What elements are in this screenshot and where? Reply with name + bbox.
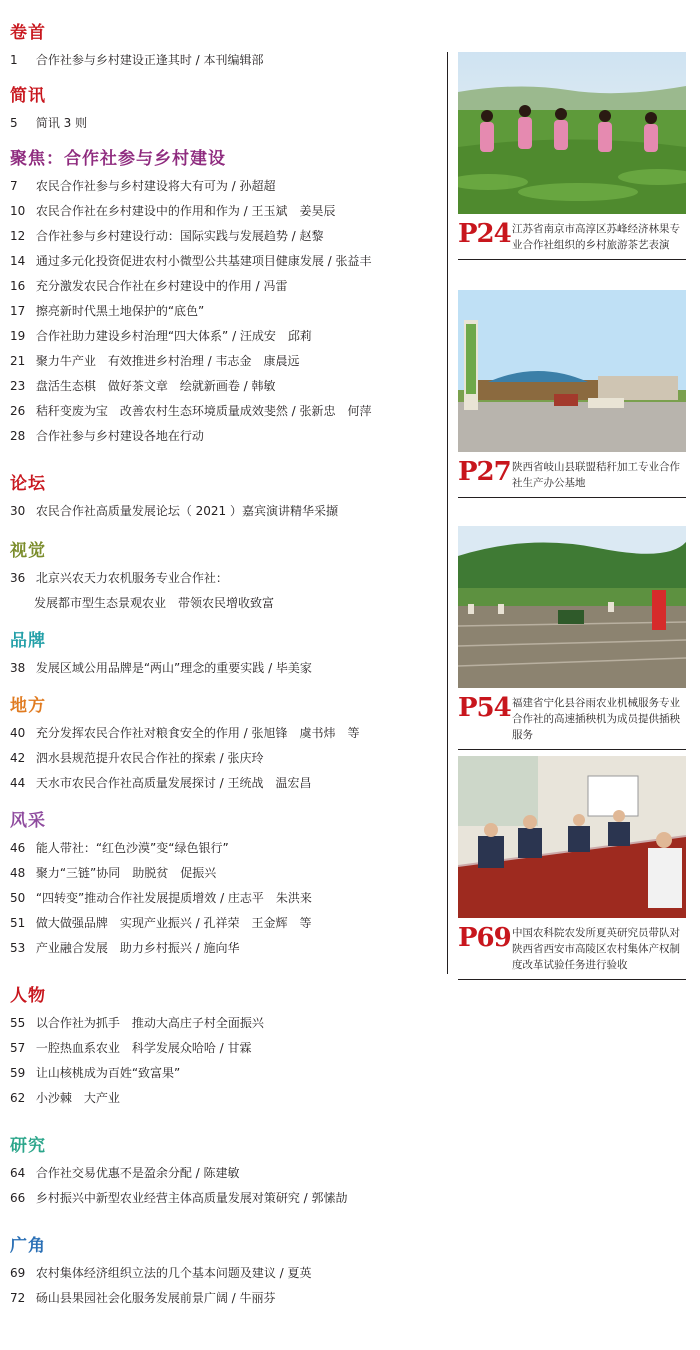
entry-page: 59: [10, 1066, 26, 1080]
toc-entry[interactable]: [10, 274, 440, 299]
entry-text: 农民合作社在乡村建设中的作用和作为 / 王玉斌 姜昊辰: [35, 204, 336, 218]
toc-entry[interactable]: [10, 249, 440, 274]
entry-text: 农村集体经济组织立法的几个基本问题及建议 / 夏英: [35, 1266, 312, 1280]
feature-page-number: P54: [458, 693, 511, 723]
entry-text: 秸秆变废为宝 改善农村生态环境质量成效斐然 / 张新忠 何萍: [35, 404, 372, 418]
entry-page: 69: [10, 1266, 26, 1280]
toc-entry[interactable]: [10, 399, 440, 424]
tea-garden-photo: [458, 52, 686, 214]
entry-text: 擦亮新时代黑土地保护的“底色”: [35, 304, 205, 318]
toc-entry[interactable]: [10, 1286, 440, 1311]
entry-text: 简讯 3 则: [35, 116, 88, 130]
entry-text: 合作社助力建设乡村治理“四大体系” / 汪成安 邱莉: [35, 329, 312, 343]
toc-entry[interactable]: [10, 1186, 440, 1211]
entry-page: 55: [10, 1016, 26, 1030]
entry-page: 19: [10, 329, 26, 343]
section-jianxun: [10, 85, 440, 136]
section-title: 卷首: [10, 23, 46, 43]
office-base-photo: [458, 290, 686, 452]
section-difang: [10, 695, 440, 796]
entry-page: 42: [10, 751, 26, 765]
entry-page: 7: [10, 179, 18, 193]
entry-page: 53: [10, 941, 26, 955]
toc-entry[interactable]: [10, 424, 440, 449]
toc-entry[interactable]: [10, 174, 440, 199]
toc-entry[interactable]: [10, 1061, 440, 1086]
toc-entry[interactable]: [10, 324, 440, 349]
feature-page-number: P69: [458, 923, 511, 953]
rice-transplanter-photo: [458, 526, 686, 688]
entry-text: 小沙棘 大产业: [35, 1091, 120, 1105]
toc-entry[interactable]: [10, 911, 440, 936]
entry-page: 62: [10, 1091, 26, 1105]
entry-text: “四转变”推动合作社发展提质增效 / 庄志平 朱洪来: [35, 891, 312, 905]
feature-p27[interactable]: [458, 290, 686, 498]
entry-page: 26: [10, 404, 26, 418]
toc-entry[interactable]: [10, 111, 440, 136]
entry-page: 48: [10, 866, 26, 880]
toc-entry[interactable]: [10, 1011, 440, 1036]
toc-entry[interactable]: [10, 374, 440, 399]
table-of-contents: [10, 22, 440, 1311]
entry-text: 以合作社为抓手 推动大高庄子村全面振兴: [35, 1016, 264, 1030]
entry-page: 50: [10, 891, 26, 905]
toc-entry[interactable]: [10, 721, 440, 746]
toc-entry[interactable]: [10, 746, 440, 771]
section-title: 广角: [10, 1236, 46, 1256]
entry-text: 北京兴农天力农机服务专业合作社：: [35, 571, 228, 585]
section-title: 简讯: [10, 86, 46, 106]
feature-page-number: P24: [458, 219, 511, 249]
section-luntan: [10, 473, 440, 524]
feature-caption-text: 福建省宁化县谷雨农业机械服务专业合作社的高速插秧机为成员提供插秧服务: [512, 697, 680, 741]
entry-text: 合作社交易优惠不是盈余分配 / 陈建敏: [35, 1166, 240, 1180]
toc-entry[interactable]: [10, 836, 440, 861]
feature-caption-text: 陕西省岐山县联盟秸秆加工专业合作社生产办公基地: [512, 461, 680, 489]
entry-text: 通过多元化投资促进农村小微型公共基建项目健康发展 / 张益丰: [35, 254, 372, 268]
entry-text: 泗水县规范提升农民合作社的探索 / 张庆玲: [35, 751, 264, 765]
entry-text: 乡村振兴中新型农业经营主体高质量发展对策研究 / 郭愫劼: [35, 1191, 348, 1205]
section-title: 风采: [10, 811, 46, 831]
entry-text: 发展区域公用品牌是“两山”理念的重要实践 / 毕美家: [35, 661, 312, 675]
entry-page: 46: [10, 841, 26, 855]
section-title: 品牌: [10, 631, 46, 651]
toc-entry[interactable]: [10, 1086, 440, 1111]
entry-text: 聚力牛产业 有效推进乡村治理 / 韦志金 康晨远: [35, 354, 300, 368]
entry-page: 21: [10, 354, 26, 368]
entry-text: 聚力“三链”协同 助脱贫 促振兴: [35, 866, 217, 880]
section-title: 地方: [10, 696, 46, 716]
toc-entry[interactable]: [10, 1036, 440, 1061]
entry-text: 一腔热血系农业 科学发展众哈哈 / 甘霖: [35, 1041, 252, 1055]
toc-entry[interactable]: [10, 656, 440, 681]
entry-text: 发展都市型生态景观农业 带领农民增收致富: [34, 596, 275, 610]
toc-entry[interactable]: [10, 349, 440, 374]
entry-page: 36: [10, 571, 26, 585]
entry-page: 44: [10, 776, 26, 790]
section-title: 视觉: [10, 541, 46, 561]
section-renwu: [10, 985, 440, 1111]
entry-page: 28: [10, 429, 26, 443]
entry-page: 5: [10, 116, 18, 130]
entry-page: 16: [10, 279, 26, 293]
entry-page: 51: [10, 916, 26, 930]
section-fengcai: [10, 810, 440, 961]
section-title: 人物: [10, 986, 46, 1006]
entry-page: 10: [10, 204, 26, 218]
entry-text: 盘活生态棋 做好茶文章 绘就新画卷 / 韩敏: [35, 379, 276, 393]
toc-entry[interactable]: [10, 224, 440, 249]
entry-text: 让山核桃成为百姓“致富果”: [35, 1066, 181, 1080]
meeting-room-photo: [458, 756, 686, 918]
entry-text: 合作社参与乡村建设正逢其时 / 本刊编辑部: [35, 53, 264, 67]
entry-page: 17: [10, 304, 26, 318]
feature-p69[interactable]: [458, 756, 686, 980]
section-juanshou: [10, 22, 440, 73]
toc-entry[interactable]: [10, 566, 440, 591]
feature-caption: [458, 688, 686, 750]
feature-caption: [458, 918, 686, 980]
entry-text: 农民合作社高质量发展论坛（ 2021 ）嘉宾演讲精华采撷: [35, 504, 338, 518]
entry-page: 12: [10, 229, 26, 243]
toc-entry-continued[interactable]: [10, 591, 440, 616]
toc-entry[interactable]: [10, 771, 440, 796]
entry-page: 40: [10, 726, 26, 740]
entry-page: 30: [10, 504, 26, 518]
entry-text: 砀山县果园社会化服务发展前景广阔 / 牛丽芬: [35, 1291, 276, 1305]
entry-page: 57: [10, 1041, 26, 1055]
entry-text: 产业融合发展 助力乡村振兴 / 施向华: [35, 941, 240, 955]
section-title: 研究: [10, 1136, 46, 1156]
feature-caption: [458, 214, 686, 260]
section-yanjiu: [10, 1135, 440, 1211]
entry-page: 72: [10, 1291, 26, 1305]
section-title: 聚焦：合作社参与乡村建设: [10, 149, 226, 169]
feature-page-number: P27: [458, 457, 511, 487]
entry-page: 38: [10, 661, 26, 675]
feature-p24[interactable]: [458, 52, 686, 260]
toc-entry[interactable]: [10, 1261, 440, 1286]
feature-p54[interactable]: [458, 526, 686, 750]
feature-caption: [458, 452, 686, 498]
toc-entry[interactable]: [10, 1161, 440, 1186]
column-divider: [447, 52, 448, 974]
entry-text: 天水市农民合作社高质量发展探讨 / 王统战 温宏昌: [35, 776, 312, 790]
toc-entry[interactable]: [10, 861, 440, 886]
entry-text: 充分发挥农民合作社对粮食安全的作用 / 张旭锋 虞书炜 等: [35, 726, 360, 740]
entry-text: 农民合作社参与乡村建设将大有可为 / 孙超超: [35, 179, 276, 193]
section-pinpai: [10, 630, 440, 681]
section-shijue: [10, 540, 440, 616]
toc-entry[interactable]: [10, 299, 440, 324]
entry-page: 14: [10, 254, 26, 268]
entry-text: 合作社参与乡村建设各地在行动: [35, 429, 204, 443]
entry-text: 合作社参与乡村建设行动：国际实践与发展趋势 / 赵黎: [35, 229, 324, 243]
toc-entry[interactable]: [10, 499, 440, 524]
section-title: 论坛: [10, 474, 46, 494]
entry-page: 23: [10, 379, 26, 393]
feature-caption-text: 中国农科院农发所夏英研究员带队对陕西省西安市高陵区农村集体产权制度改革试验任务进行验收: [512, 927, 680, 971]
entry-page: 64: [10, 1166, 26, 1180]
entry-page: 1: [10, 53, 18, 67]
toc-entry[interactable]: [10, 48, 440, 73]
section-jujiao: [10, 148, 440, 449]
entry-text: 充分激发农民合作社在乡村建设中的作用 / 冯雷: [35, 279, 288, 293]
entry-text: 能人带社：“红色沙漠”变“绿色银行”: [35, 841, 229, 855]
feature-caption-text: 江苏省南京市高淳区苏峰经济林果专业合作社组织的乡村旅游茶艺表演: [512, 223, 680, 251]
toc-entry[interactable]: [10, 886, 440, 911]
section-guangjiao: [10, 1235, 440, 1311]
entry-page: 66: [10, 1191, 26, 1205]
entry-text: 做大做强品牌 实现产业振兴 / 孔祥荣 王金辉 等: [35, 916, 312, 930]
toc-entry[interactable]: [10, 936, 440, 961]
toc-entry[interactable]: [10, 199, 440, 224]
